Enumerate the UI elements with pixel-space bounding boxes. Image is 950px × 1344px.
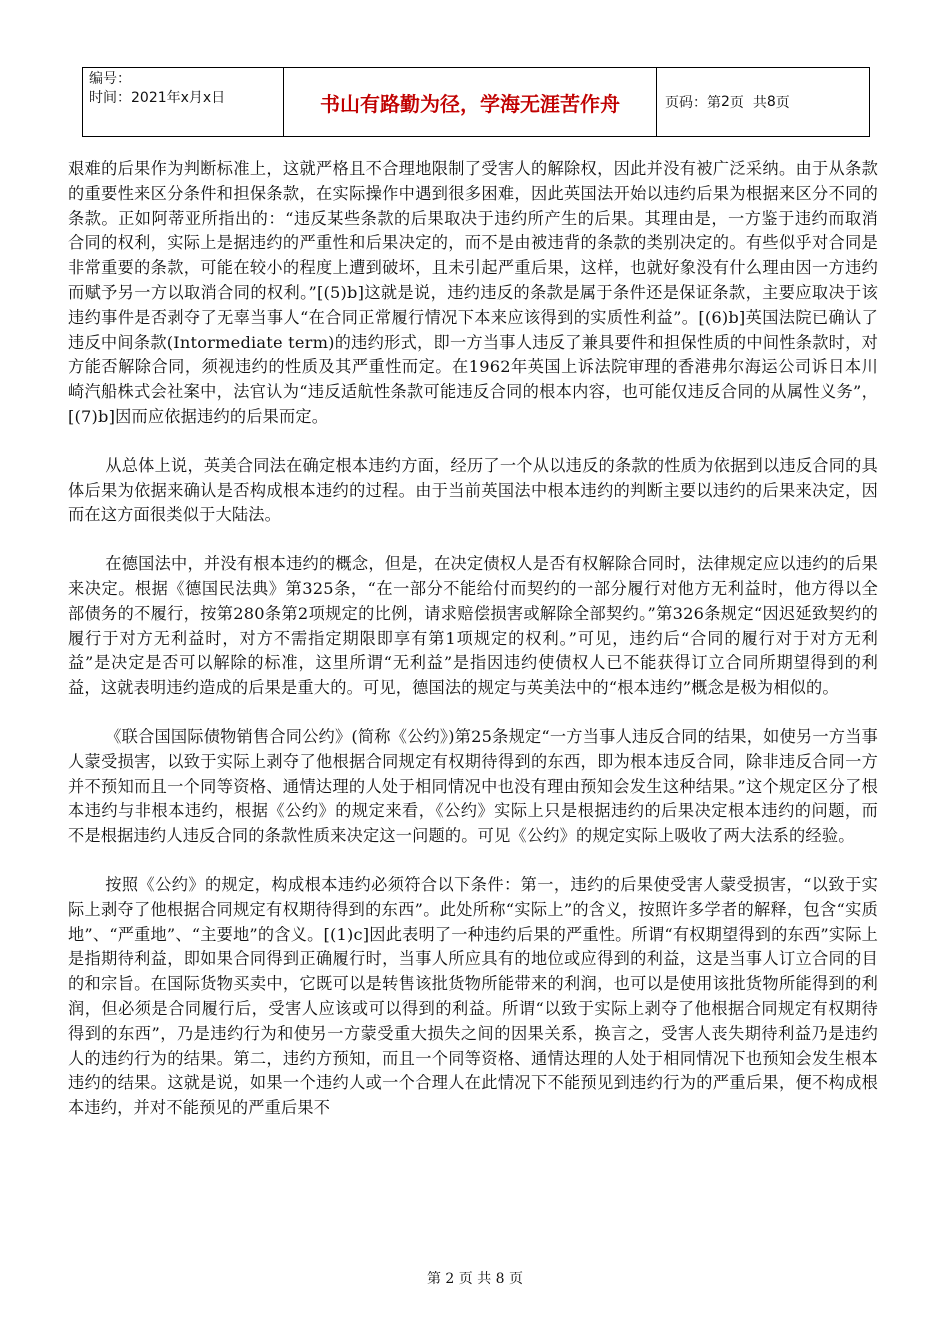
header-meta bbox=[83, 68, 284, 136]
page-mid: 页 共 bbox=[729, 95, 767, 111]
document-number-label: 编号： bbox=[89, 71, 131, 87]
page-end: 页 bbox=[775, 95, 790, 111]
paragraph-5: 按照《公约》的规定，构成根本违约必须符合以下条件：第一，违约的后果使受害人蒙受损害，“以致于实际上剥夺了他根据合同规定有权期待得到的东西”。此处所称“实际上”的含义，按照许多学者的解释，包含“实质地”、“严重地”、“主要地”的含义。[(1)c]因此表明了一种违约后果的严重性。所谓“有权期望得到的东西”实际上是指期待利益，即如果合同得到正确履行时，当事人所应具有的地位或应得到的利益，这是当事人订立合同的目的和宗旨。在国际货物买卖中，它既可以是转售该批货物所能带来的利润，也可以是使用该批货物所能得到的利润，但必须是合同履行后，受害人应该或可以得到的利益。所谓“以致于实际上剥夺了他根据合同规定有权期待得到的东西”，乃是违约行为和使另一方蒙受重大损失之间的因果关系，换言之，受害人丧失期待利益乃是违约人的违约行为的结果。第二，违约方预知，而且一个同等资格、通情达理的人处于相同情况下也预知会发生根本违约的结果。这就是说，如果一个违约人或一个合理人在此情况下不能预见到违约行为的严重后果，便不构成根本违约，并对不能预见的严重后果不 bbox=[68, 874, 878, 1118]
page-total: 8 bbox=[766, 94, 776, 110]
footer-mid: 页 共 bbox=[454, 1271, 496, 1287]
document-body bbox=[68, 157, 878, 1145]
footer-total: 8 bbox=[495, 1271, 505, 1287]
page-header bbox=[82, 67, 870, 137]
footer-suffix: 页 bbox=[504, 1271, 524, 1287]
page-footer bbox=[0, 1268, 950, 1288]
paragraph-4: 《联合国国际债物销售合同公约》(简称《公约》)第25条规定“一方当事人违反合同的结果，如使另一方当事人蒙受损害，以致于实际上剥夺了他根据合同规定有权期待得到的东西，即为根本违反合同，除非违反合同一方并不预知而且一个同等资格、通情达理的人处于相同情况中也没有理由预知会发生这种结果。”这个规定区分了根本违约与非根本违约，根据《公约》的规定来看，《公约》实际上只是根据违约的后果决定根本违约的问题，而不是根据违约人违反合同的条款性质来决定这一问题的。可见《公约》的规定实际上吸收了两大法系的经验。 bbox=[68, 726, 878, 846]
header-motto: 书山有路勤为径，学海无涯苦作舟 bbox=[284, 68, 657, 136]
paragraph-1: 艰难的后果作为判断标准上，这就严格且不合理地限制了受害人的解除权，因此并没有被广泛采纳。由于从条款的重要性来区分条件和担保条款，在实际操作中遇到很多困难，因此英国法开始以违约后果为根据来区分不同的条款。正如阿蒂亚所指出的：“违反某些条款的后果取决于违约所产生的后果。其理由是，一方鉴于违约而取消合同的权利，实际上是据违约的严重性和后果决定的，而不是由被违背的条款的类别决定的。有些似乎对合同是非常重要的条款，可能在较小的程度上遭到破坏，且未引起严重后果，这样，也就好象没有什么理由因一方违约而赋予另一方以取消合同的权利。”[(5)b]这就是说，违约违反的条款是属于条件还是保证条款，主要应取决于该违约事件是否剥夺了无辜当事人“在合同正常履行情况下本来应该得到的实质性利益”。[(6)b]英国法院已确认了违反中间条款(Intormediate term)的违约形式，即一方当事人违反了兼具要件和担保性质的中间性条款时，对方能否解除合同，须视违约的性质及其严重性而定。在1962年英国上诉法院审理的香港弗尔海运公司诉日本川崎汽船株式会社案中，法官认为“违反适航性条款可能违反合同的根本内容，也可能仅违反合同的从属性义务”，[(7)b]因而应依据违约的后果而定。 bbox=[68, 159, 878, 426]
footer-page-number: 2 bbox=[445, 1271, 455, 1287]
header-page-info bbox=[657, 68, 869, 136]
paragraph-3: 在德国法中，并没有根本违约的概念，但是，在决定债权人是否有权解除合同时，法律规定应以违约的后果来决定。根据《德国民法典》第325条，“在一部分不能给付而契约的一部分履行对他方无利益时，他方得以全部债务的不履行，按第280条第2项规定的比例，请求赔偿损害或解除全部契约。”第326条规定“因迟延致契约的履行于对方无利益时，对方不需指定期限即享有第1项规定的权利。”可见，违约后“合同的履行对于对方无利益”是决定是否可以解除的标准，这里所谓“无利益”是指因违约使债权人已不能获得订立合同所期望得到的利益，这就表明违约造成的后果是重大的。可见，德国法的规定与英美法中的“根本违约”概念是极为相似的。 bbox=[68, 554, 878, 698]
footer-prefix: 第 bbox=[426, 1271, 446, 1287]
document-time-label: 时间：2021年x月x日 bbox=[89, 90, 226, 106]
page-label: 页码：第 bbox=[665, 95, 721, 111]
page-number: 2 bbox=[721, 94, 730, 110]
paragraph-2: 从总体上说，英美合同法在确定根本违约方面，经历了一个从以违反的条款的性质为依据到以违反合同的具体后果为依据来确认是否构成根本违约的过程。由于当前英国法中根本违约的判断主要以违约的后果来决定，因而在这方面很类似于大陆法。 bbox=[68, 455, 878, 525]
